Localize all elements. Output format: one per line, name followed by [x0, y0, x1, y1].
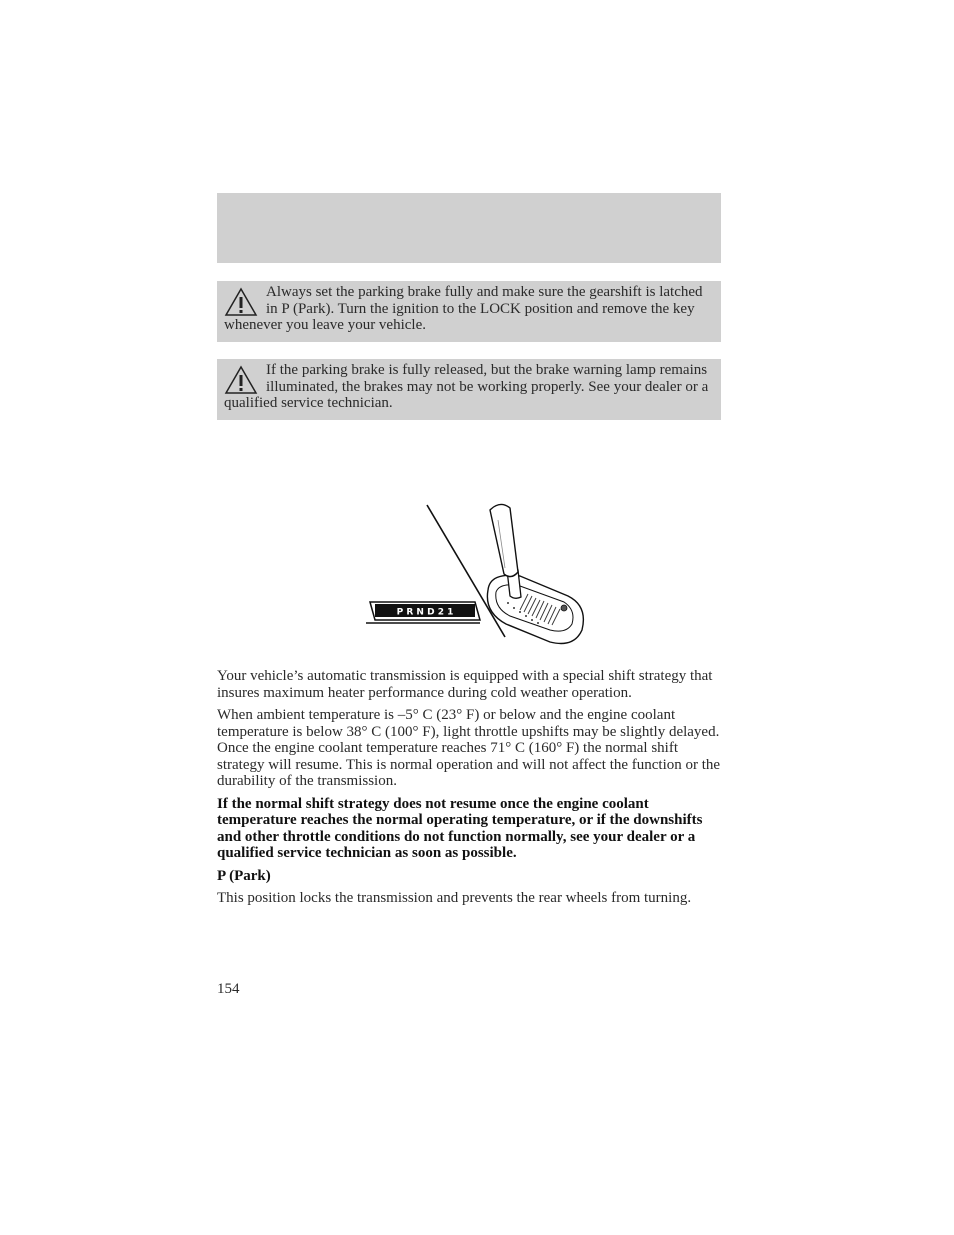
warning-text: Always set the parking brake fully and make sure the gearshift is latched in P (Park). Turn the ignition to the LOCK position and remove the key whenever you leave your vehicle.: [224, 284, 703, 333]
gear-indicator-label: P R N D 2 1: [396, 607, 454, 618]
paragraph-service-warning: If the normal shift strategy does not resume once the engine coolant temperature reaches the normal operating temperature, or if the downshifts and other throttle conditions do not function normally, see your dealer or a qualified service technician as soon as possible.: [217, 795, 703, 861]
section-header-band: [217, 193, 721, 263]
paragraph-park: This position locks the transmission and prevents the rear wheels from turning.: [217, 890, 692, 906]
page-number: 154: [217, 981, 240, 997]
warning-box-brake-lamp: [217, 359, 721, 420]
shifter-base: [487, 575, 583, 643]
body-text: [217, 668, 722, 913]
heading-park: P (Park): [217, 867, 271, 884]
warning-triangle-icon: [224, 365, 258, 395]
paragraph-temperature: When ambient temperature is –5° C (23° F) or below and the engine coolant temperature is below 38° C (100° F), light throttle upshifts may be slightly delayed. Once the engine coolant temperature reaches 71° C (160° F) the normal shift strategy will resume. This is normal operation and will not affect the function or the durability of the transmission.: [217, 707, 721, 789]
gearshift-illustration: [360, 500, 600, 650]
paragraph-heater-strategy: Your vehicle’s automatic transmission is equipped with a special shift strategy that insures maximum heater performance during cold weather operation.: [217, 668, 713, 701]
warning-text: If the parking brake is fully released, but the brake warning lamp remains illuminated, the brakes may not be working properly. See your dealer or a qualified service technician.: [224, 362, 709, 411]
warning-box-parking-brake: [217, 281, 721, 342]
warning-triangle-icon: [224, 287, 258, 317]
